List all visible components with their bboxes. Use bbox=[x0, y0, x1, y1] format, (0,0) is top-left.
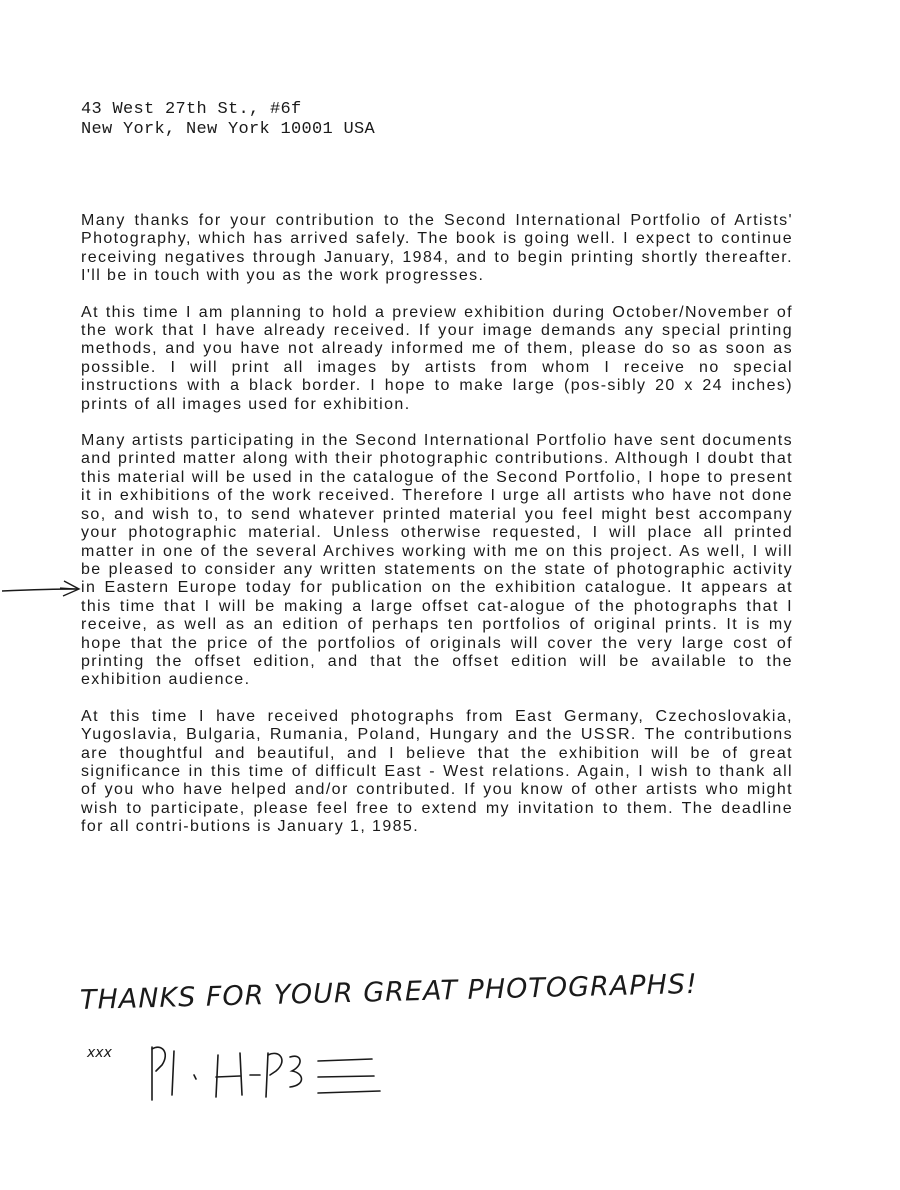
paragraph-2: At this time I am planning to hold a preview exhibition during October/November of the work that I have already received. If your image demands any special printing methods, and you have not already informed me of them, please do so as soon as possible. I will print all images by artists from whom I receive no special instructions with a black border. I hope to make large (pos-sibly 20 x 24 inches) prints of all images used for exhibition. bbox=[81, 303, 793, 413]
signature bbox=[140, 1035, 410, 1115]
paragraph-4: At this time I have received photographs from East Germany, Czechoslovakia, Yugoslavia, Bulgaria, Rumania, Poland, Hungary and the USSR. The contributions are thoughtful and beautiful, and I believe that the exhibition will be of great significance in this time of difficult East - West relations. Again, I wish to thank all of you who have helped and/or contributed. If you know of other artists who might wish to participate, please feel free to extend my invitation to them. The deadline for all contri-butions is January 1, 1985. bbox=[81, 707, 793, 836]
address-line-2: New York, New York 10001 USA bbox=[81, 120, 376, 139]
sender-address bbox=[81, 100, 375, 140]
letter-body bbox=[81, 212, 793, 855]
paragraph-1: Many thanks for your contribution to the Second International Portfolio of Artists' Photography, which has arrived safely. The book is going well. I expect to continue receiving negatives through January, 1984, and to begin printing shortly thereafter. I'll be in touch with you as the work progresses. bbox=[81, 212, 793, 285]
handwritten-kisses: xxx bbox=[87, 1045, 112, 1061]
handwritten-note: THANKS FOR YOUR GREAT PHOTOGRAPHS! bbox=[79, 968, 699, 1016]
address-line-1: 43 West 27th St., #6f bbox=[81, 100, 302, 119]
handdrawn-arrow-icon bbox=[0, 576, 82, 606]
paragraph-3: Many artists participating in the Second International Portfolio have sent documents and printed matter along with their photographic contributions. Although I doubt that this material will be used in the catalogue of the Second Portfolio, I hope to present it in exhibitions of the work received. Therefore I urge all artists who have not done so, and wish to, to send whatever printed material you feel might best accompany your photographic material. Unless otherwise requested, I will place all printed matter in one of the several Archives working with me on this project. As well, I will be pleased to consider any written statements on the state of photographic activity in Eastern Europe today for publication on the exhibition catalogue. It appears at this time that I will be making a large offset cat-alogue of the photographs that I receive, as well as an edition of perhaps ten portfolios of original prints. It is my hope that the price of the portfolios of originals will cover the very large cost of printing the offset edition, and that the offset edition will be available to the exhibition audience. bbox=[81, 432, 793, 689]
